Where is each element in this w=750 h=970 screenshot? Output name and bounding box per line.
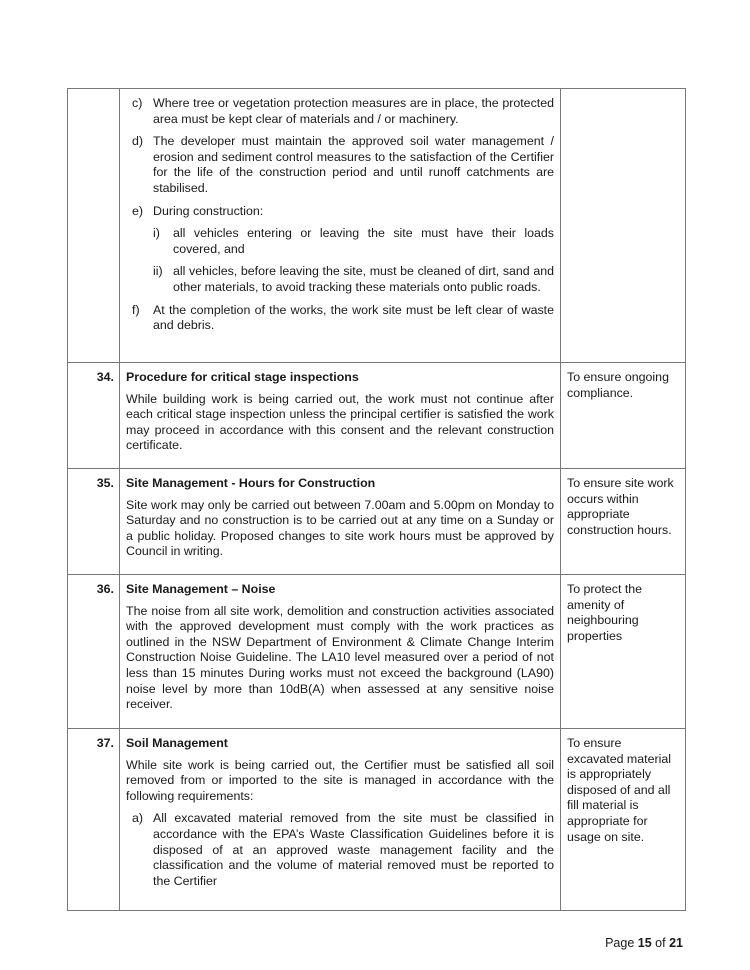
condition-title: Site Management - Hours for Construction: [126, 476, 376, 490]
condition-reason: To protect the amenity of neighbouring properties: [561, 575, 686, 729]
page-number: Page 15 of 21: [605, 936, 683, 950]
sub-list-item: i) all vehicles entering or leaving the site must have their loads covered, and: [153, 226, 554, 256]
condition-body: [120, 575, 561, 729]
condition-reason: To ensure site work occurs within appropriate construction hours.: [561, 469, 686, 575]
condition-number: [68, 89, 120, 363]
condition-body: [120, 89, 561, 363]
condition-reason: To ensure ongoing compliance.: [561, 363, 686, 469]
condition-number: 34.: [68, 363, 120, 469]
condition-row-36: [68, 575, 686, 729]
list-item: d) The developer must maintain the approved soil water management / erosion and sediment control measures to the satisfaction of the Certifier for the life of the construction period and until runoff catchments are stabilised.: [132, 134, 554, 195]
list-item: e) During construction:: [132, 203, 264, 218]
condition-title: Soil Management: [126, 736, 228, 750]
condition-row-37: [68, 729, 686, 911]
condition-body: [120, 469, 561, 575]
list-item: f) At the completion of the works, the work site must be left clear of waste and debris.: [132, 302, 554, 333]
conditions-table: [67, 88, 686, 911]
condition-text: Site work may only be carried out between 7.00am and 5.00pm on Monday to Saturday and no construction is to be carried out at any time on a Sunday or a public holiday. Proposed changes to site work hours must be approved by Council in writing.: [126, 497, 554, 559]
condition-reason: [561, 89, 686, 363]
condition-text: While building work is being carried out, the work must not continue after each critical stage inspection unless the principal certifier is satisfied the work may proceed in accordance with this consent and the relevant construction certificate.: [126, 391, 554, 453]
list-item: c) Where tree or vegetation protection measures are in place, the protected area must be kept clear of materials and / or machinery.: [132, 96, 554, 126]
condition-number: 37.: [68, 729, 120, 911]
condition-row-33: [68, 89, 686, 363]
condition-title: Procedure for critical stage inspections: [126, 370, 359, 384]
condition-text: The noise from all site work, demolition and construction activities associated with the approved development must comply with the work practices as outlined in the NSW Department of Environment & Climate Change Interim Construction Noise Guideline. The LA10 level measured over a period of not less than 15 minutes During works must not exceed the background (LA90) noise level by more than 10dB(A) when assessed at any sensitive noise receiver.: [126, 603, 554, 712]
sub-list-item: ii) all vehicles, before leaving the site, must be cleaned of dirt, sand and other materials, to avoid tracking these materials onto public roads.: [153, 264, 554, 294]
condition-body: [120, 729, 561, 911]
condition-title: Site Management – Noise: [126, 582, 276, 596]
condition-text: While site work is being carried out, the Certifier must be satisfied all soil removed from or imported to the site is managed in accordance with the following requirements:: [126, 757, 554, 803]
list-item: a) All excavated material removed from the site must be classified in accordance with the EPA’s Waste Classification Guidelines before it is disposed of at an approved waste management facility and the classification and the volume of material removed must be reported to the Certifier: [132, 811, 554, 888]
condition-body: [120, 363, 561, 469]
condition-row-35: [68, 469, 686, 575]
condition-row-34: [68, 363, 686, 469]
condition-number: 36.: [68, 575, 120, 729]
condition-reason: To ensure excavated material is appropriately disposed of and all fill material is appropriate for usage on site.: [561, 729, 686, 911]
condition-number: 35.: [68, 469, 120, 575]
